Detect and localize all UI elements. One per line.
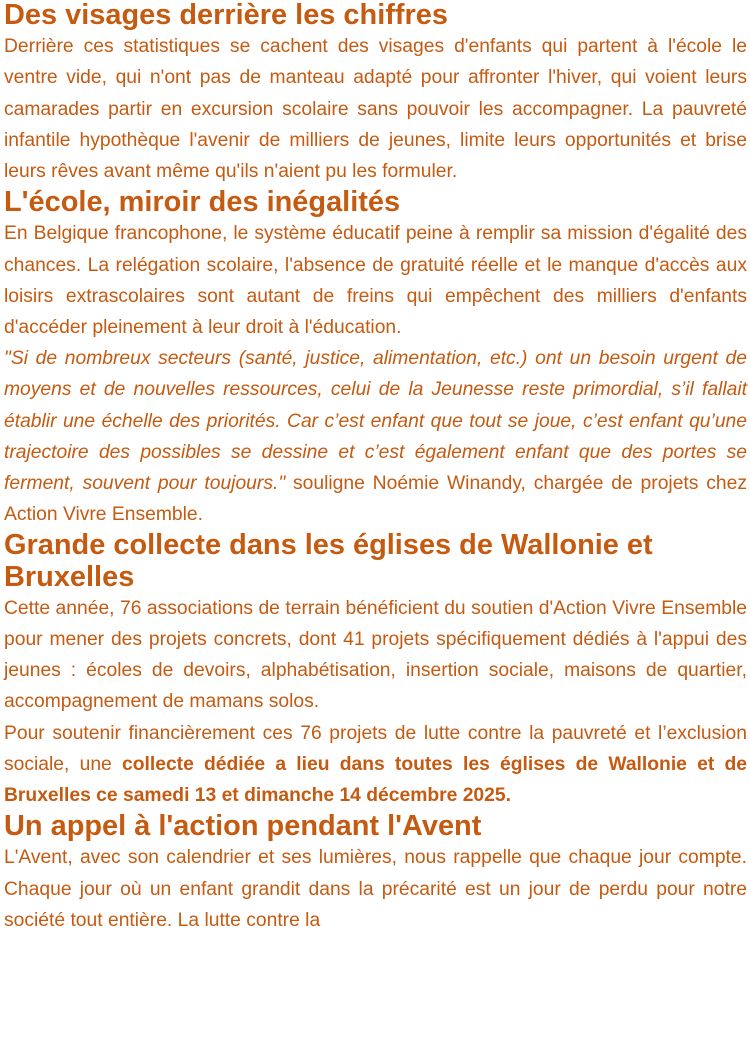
paragraph-visages: Derrière ces statistiques se cachent des visages d'enfants qui partent à l'école le ventre vide, qui n'ont pas de manteau adapté pour affronter l'hiver, qui voient leurs camarades partir en excursion scolaire sans pouvoir les accompagner. La pauvreté infantile hypothèque l'avenir de milliers de jeunes, limite leurs opportunités et brise leurs rêves avant même qu'ils n'aient pu les formuler. [4,36,747,183]
paragraph-avent: L'Avent, avec son calendrier et ses lumières, nous rappelle que chaque jour compte. Chaque jour où un enfant grandit dans la précarité est un jour de perdu pour notre société tout entière. La lutte contre la [4,847,747,931]
quote-text: "Si de nombreux secteurs (santé, justice, alimentation, etc.) ont un besoin urgent de moyens et de nouvelles ressources, celui de la Jeunesse reste primordial, s’il fallait établir une échelle des priorités. Car c’est enfant que tout se joue, c’est enfant qu’une trajectoire des possibles se dessine et c’est également enfant que des portes se ferment, souvent pour toujours." [4,348,747,495]
collecte-bold-text: collecte dédiée a lieu dans toutes les églises de Wallonie et de Bruxelles ce samedi 13 et dimanche 14 décembre 2025. [4,753,747,807]
paragraph-collecte [4,718,747,812]
quote-paragraph [4,343,747,530]
paragraph-associations: Cette année, 76 associations de terrain bénéficient du soutien d'Action Vivre Ensemble pour mener des projets concrets, dont 41 projets spécifiquement dédiés à l'appui des jeunes : écoles de devoirs, alphabétisation, insertion sociale, maisons de quartier, accompagnement de mamans solos. [4,597,747,713]
quote-attribution: souligne Noémie Winandy, chargée de projets chez Action Vivre Ensemble. [4,473,747,526]
collecte-lead-text: Pour soutenir financièrement ces 76 projets de lutte contre la pauvreté et l’exclusion sociale, une [4,722,747,775]
section-heading-collecte: Grande collecte dans les églises de Wallonie et Bruxelles [4,529,653,593]
section-heading-avent: Un appel à l'action pendant l'Avent [4,810,482,843]
section-heading-ecole: L'école, miroir des inégalités [4,186,401,219]
section-heading-visages: Des visages derrière les chiffres [4,0,448,31]
paragraph-ecole: En Belgique francophone, le système éducatif peine à remplir sa mission d'égalité des chances. La relégation scolaire, l'absence de gratuité réelle et le manque d'accès aux loisirs extrascolaires sont autant de freins qui empêchent des milliers d'enfants d'accéder pleinement à leur droit à l'éducation. [4,223,747,339]
